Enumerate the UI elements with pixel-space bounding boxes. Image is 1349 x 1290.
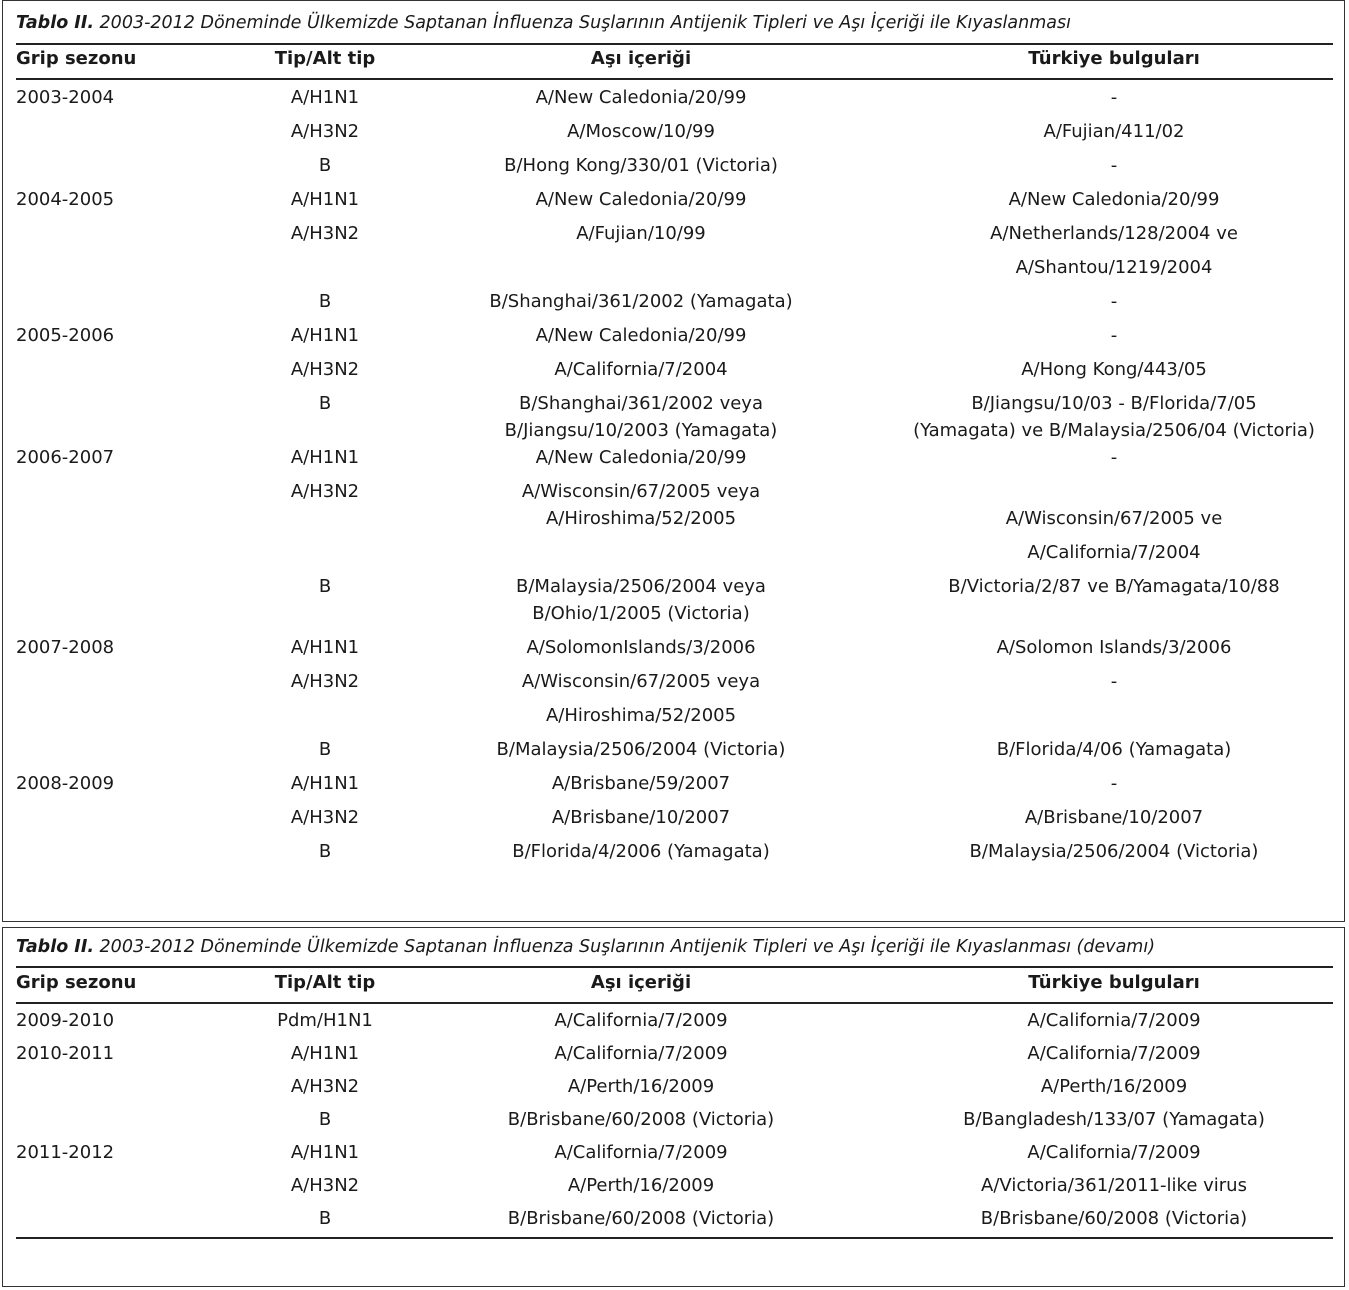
cell-type: A/H1N1 <box>290 773 360 794</box>
table-panel-1 <box>2 0 1345 922</box>
cell-turkey: A/New Caledonia/20/99 <box>1008 189 1220 210</box>
cell-vaccine: B/Shanghai/361/2002 veya <box>519 393 763 414</box>
header-season: Grip sezonu <box>16 972 137 993</box>
cell-turkey: A/California/7/2009 <box>1027 1142 1201 1163</box>
cell-season: 2004-2005 <box>16 189 115 210</box>
cell-vaccine: A/California/7/2004 <box>554 359 728 380</box>
cell-type: A/H1N1 <box>290 189 360 210</box>
cell-vaccine: A/Brisbane/10/2007 <box>551 807 731 828</box>
cell-turkey: - <box>1110 671 1118 692</box>
cell-season: 2005-2006 <box>16 325 115 346</box>
cell-type: B <box>318 841 332 862</box>
table-caption <box>16 13 1071 33</box>
cell-season: 2011-2012 <box>16 1142 115 1163</box>
cell-vaccine: A/Fujian/10/99 <box>576 223 706 244</box>
cell-type: A/H3N2 <box>290 481 360 502</box>
cell-turkey: A/California/7/2009 <box>1027 1010 1201 1031</box>
header-vaccine: Aşı içeriği <box>590 48 692 69</box>
bottom-rule <box>16 1237 1333 1239</box>
cell-vaccine: A/Hiroshima/52/2005 <box>545 508 737 529</box>
cell-type: A/H3N2 <box>290 807 360 828</box>
cell-type: B <box>318 739 332 760</box>
cell-vaccine: B/Florida/4/2006 (Yamagata) <box>512 841 770 862</box>
cell-type: B <box>318 1208 332 1229</box>
cell-type: A/H3N2 <box>290 1076 360 1097</box>
cell-turkey: A/California/7/2009 <box>1027 1043 1201 1064</box>
cell-type: A/H1N1 <box>290 637 360 658</box>
cell-turkey: A/Netherlands/128/2004 ve <box>990 223 1238 244</box>
cell-turkey: B/Bangladesh/133/07 (Yamagata) <box>963 1109 1265 1130</box>
cell-type: A/H1N1 <box>290 1142 360 1163</box>
cell-type: A/H3N2 <box>290 359 360 380</box>
cell-type: A/H3N2 <box>290 671 360 692</box>
caption-text: 2003-2012 Döneminde Ülkemizde Saptanan İnfluenza Suşlarının Antijenik Tipleri ve Aşı İçeriği ile Kıyaslanması <box>93 13 1071 33</box>
header-type: Tip/Alt tip <box>274 48 376 69</box>
cell-vaccine: A/Wisconsin/67/2005 veya <box>521 481 761 502</box>
cell-turkey: A/Fujian/411/02 <box>1043 121 1185 142</box>
header-rule <box>16 1002 1333 1004</box>
cell-type: B <box>318 576 332 597</box>
cell-vaccine: B/Brisbane/60/2008 (Victoria) <box>507 1208 775 1229</box>
cell-turkey: A/Shantou/1219/2004 <box>1015 257 1213 278</box>
cell-type: B <box>318 1109 332 1130</box>
cell-season: 2006-2007 <box>16 447 115 468</box>
cell-vaccine: B/Malaysia/2506/2004 veya <box>516 576 766 597</box>
header-season: Grip sezonu <box>16 48 137 69</box>
cell-turkey: - <box>1110 155 1118 176</box>
top-rule <box>16 43 1333 45</box>
cell-vaccine: A/Brisbane/59/2007 <box>551 773 731 794</box>
top-rule <box>16 966 1333 968</box>
cell-turkey: - <box>1110 291 1118 312</box>
cell-type: B <box>318 393 332 414</box>
cell-turkey: B/Malaysia/2506/2004 (Victoria) <box>969 841 1259 862</box>
cell-turkey: A/Brisbane/10/2007 <box>1024 807 1204 828</box>
cell-turkey: B/Victoria/2/87 ve B/Yamagata/10/88 <box>948 576 1280 597</box>
cell-type: A/H1N1 <box>290 87 360 108</box>
header-type: Tip/Alt tip <box>274 972 376 993</box>
cell-turkey: - <box>1110 87 1118 108</box>
cell-turkey: B/Florida/4/06 (Yamagata) <box>996 739 1232 760</box>
cell-turkey: A/Hong Kong/443/05 <box>1021 359 1207 380</box>
cell-turkey: B/Jiangsu/10/03 - B/Florida/7/05 <box>971 393 1257 414</box>
header-turkey: Türkiye bulguları <box>1028 48 1200 69</box>
cell-vaccine: B/Malaysia/2506/2004 (Victoria) <box>496 739 786 760</box>
cell-vaccine: A/New Caledonia/20/99 <box>535 87 747 108</box>
cell-type: A/H1N1 <box>290 447 360 468</box>
header-vaccine: Aşı içeriği <box>590 972 692 993</box>
cell-vaccine: A/New Caledonia/20/99 <box>535 189 747 210</box>
cell-turkey: B/Brisbane/60/2008 (Victoria) <box>980 1208 1248 1229</box>
cell-vaccine: A/Wisconsin/67/2005 veya <box>521 671 761 692</box>
cell-season: 2003-2004 <box>16 87 115 108</box>
cell-turkey: - <box>1110 447 1118 468</box>
cell-turkey: A/Victoria/361/2011-like virus <box>981 1175 1247 1196</box>
cell-type: A/H3N2 <box>290 1175 360 1196</box>
cell-type: Pdm/H1N1 <box>277 1010 373 1031</box>
cell-turkey: A/California/7/2004 <box>1027 542 1201 563</box>
cell-type: A/H1N1 <box>290 1043 360 1064</box>
cell-turkey: A/Solomon Islands/3/2006 <box>996 637 1232 658</box>
cell-turkey: A/Wisconsin/67/2005 ve <box>1005 508 1223 529</box>
cell-vaccine: A/Perth/16/2009 <box>567 1175 715 1196</box>
cell-vaccine: A/Hiroshima/52/2005 <box>545 705 737 726</box>
cell-vaccine: A/New Caledonia/20/99 <box>535 447 747 468</box>
caption-text: 2003-2012 Döneminde Ülkemizde Saptanan İnfluenza Suşlarının Antijenik Tipleri ve Aşı İçeriği ile Kıyaslanması (devamı) <box>93 937 1156 957</box>
header-turkey: Türkiye bulguları <box>1028 972 1200 993</box>
cell-season: 2007-2008 <box>16 637 115 658</box>
cell-season: 2010-2011 <box>16 1043 115 1064</box>
cell-type: A/H3N2 <box>290 121 360 142</box>
cell-type: A/H3N2 <box>290 223 360 244</box>
cell-season: 2009-2010 <box>16 1010 115 1031</box>
cell-vaccine: A/California/7/2009 <box>554 1142 728 1163</box>
cell-turkey: - <box>1110 773 1118 794</box>
cell-vaccine: B/Shanghai/361/2002 (Yamagata) <box>489 291 793 312</box>
cell-vaccine: B/Ohio/1/2005 (Victoria) <box>532 603 750 624</box>
cell-vaccine: A/Perth/16/2009 <box>567 1076 715 1097</box>
cell-season: 2008-2009 <box>16 773 115 794</box>
cell-vaccine: A/New Caledonia/20/99 <box>535 325 747 346</box>
cell-vaccine: B/Jiangsu/10/2003 (Yamagata) <box>504 420 778 441</box>
cell-turkey: (Yamagata) ve B/Malaysia/2506/04 (Victoria) <box>913 420 1315 441</box>
table-panel-2 <box>2 927 1345 1287</box>
caption-label: Tablo II. <box>16 937 94 957</box>
cell-type: B <box>318 291 332 312</box>
caption-label: Tablo II. <box>16 13 94 33</box>
cell-vaccine: B/Brisbane/60/2008 (Victoria) <box>507 1109 775 1130</box>
cell-vaccine: B/Hong Kong/330/01 (Victoria) <box>504 155 778 176</box>
header-rule <box>16 78 1333 80</box>
cell-vaccine: A/Moscow/10/99 <box>567 121 715 142</box>
cell-vaccine: A/California/7/2009 <box>554 1043 728 1064</box>
cell-turkey: - <box>1110 325 1118 346</box>
table-caption <box>16 937 1155 957</box>
cell-type: A/H1N1 <box>290 325 360 346</box>
cell-turkey: A/Perth/16/2009 <box>1040 1076 1188 1097</box>
cell-type: B <box>318 155 332 176</box>
cell-vaccine: A/California/7/2009 <box>554 1010 728 1031</box>
cell-vaccine: A/SolomonIslands/3/2006 <box>526 637 756 658</box>
